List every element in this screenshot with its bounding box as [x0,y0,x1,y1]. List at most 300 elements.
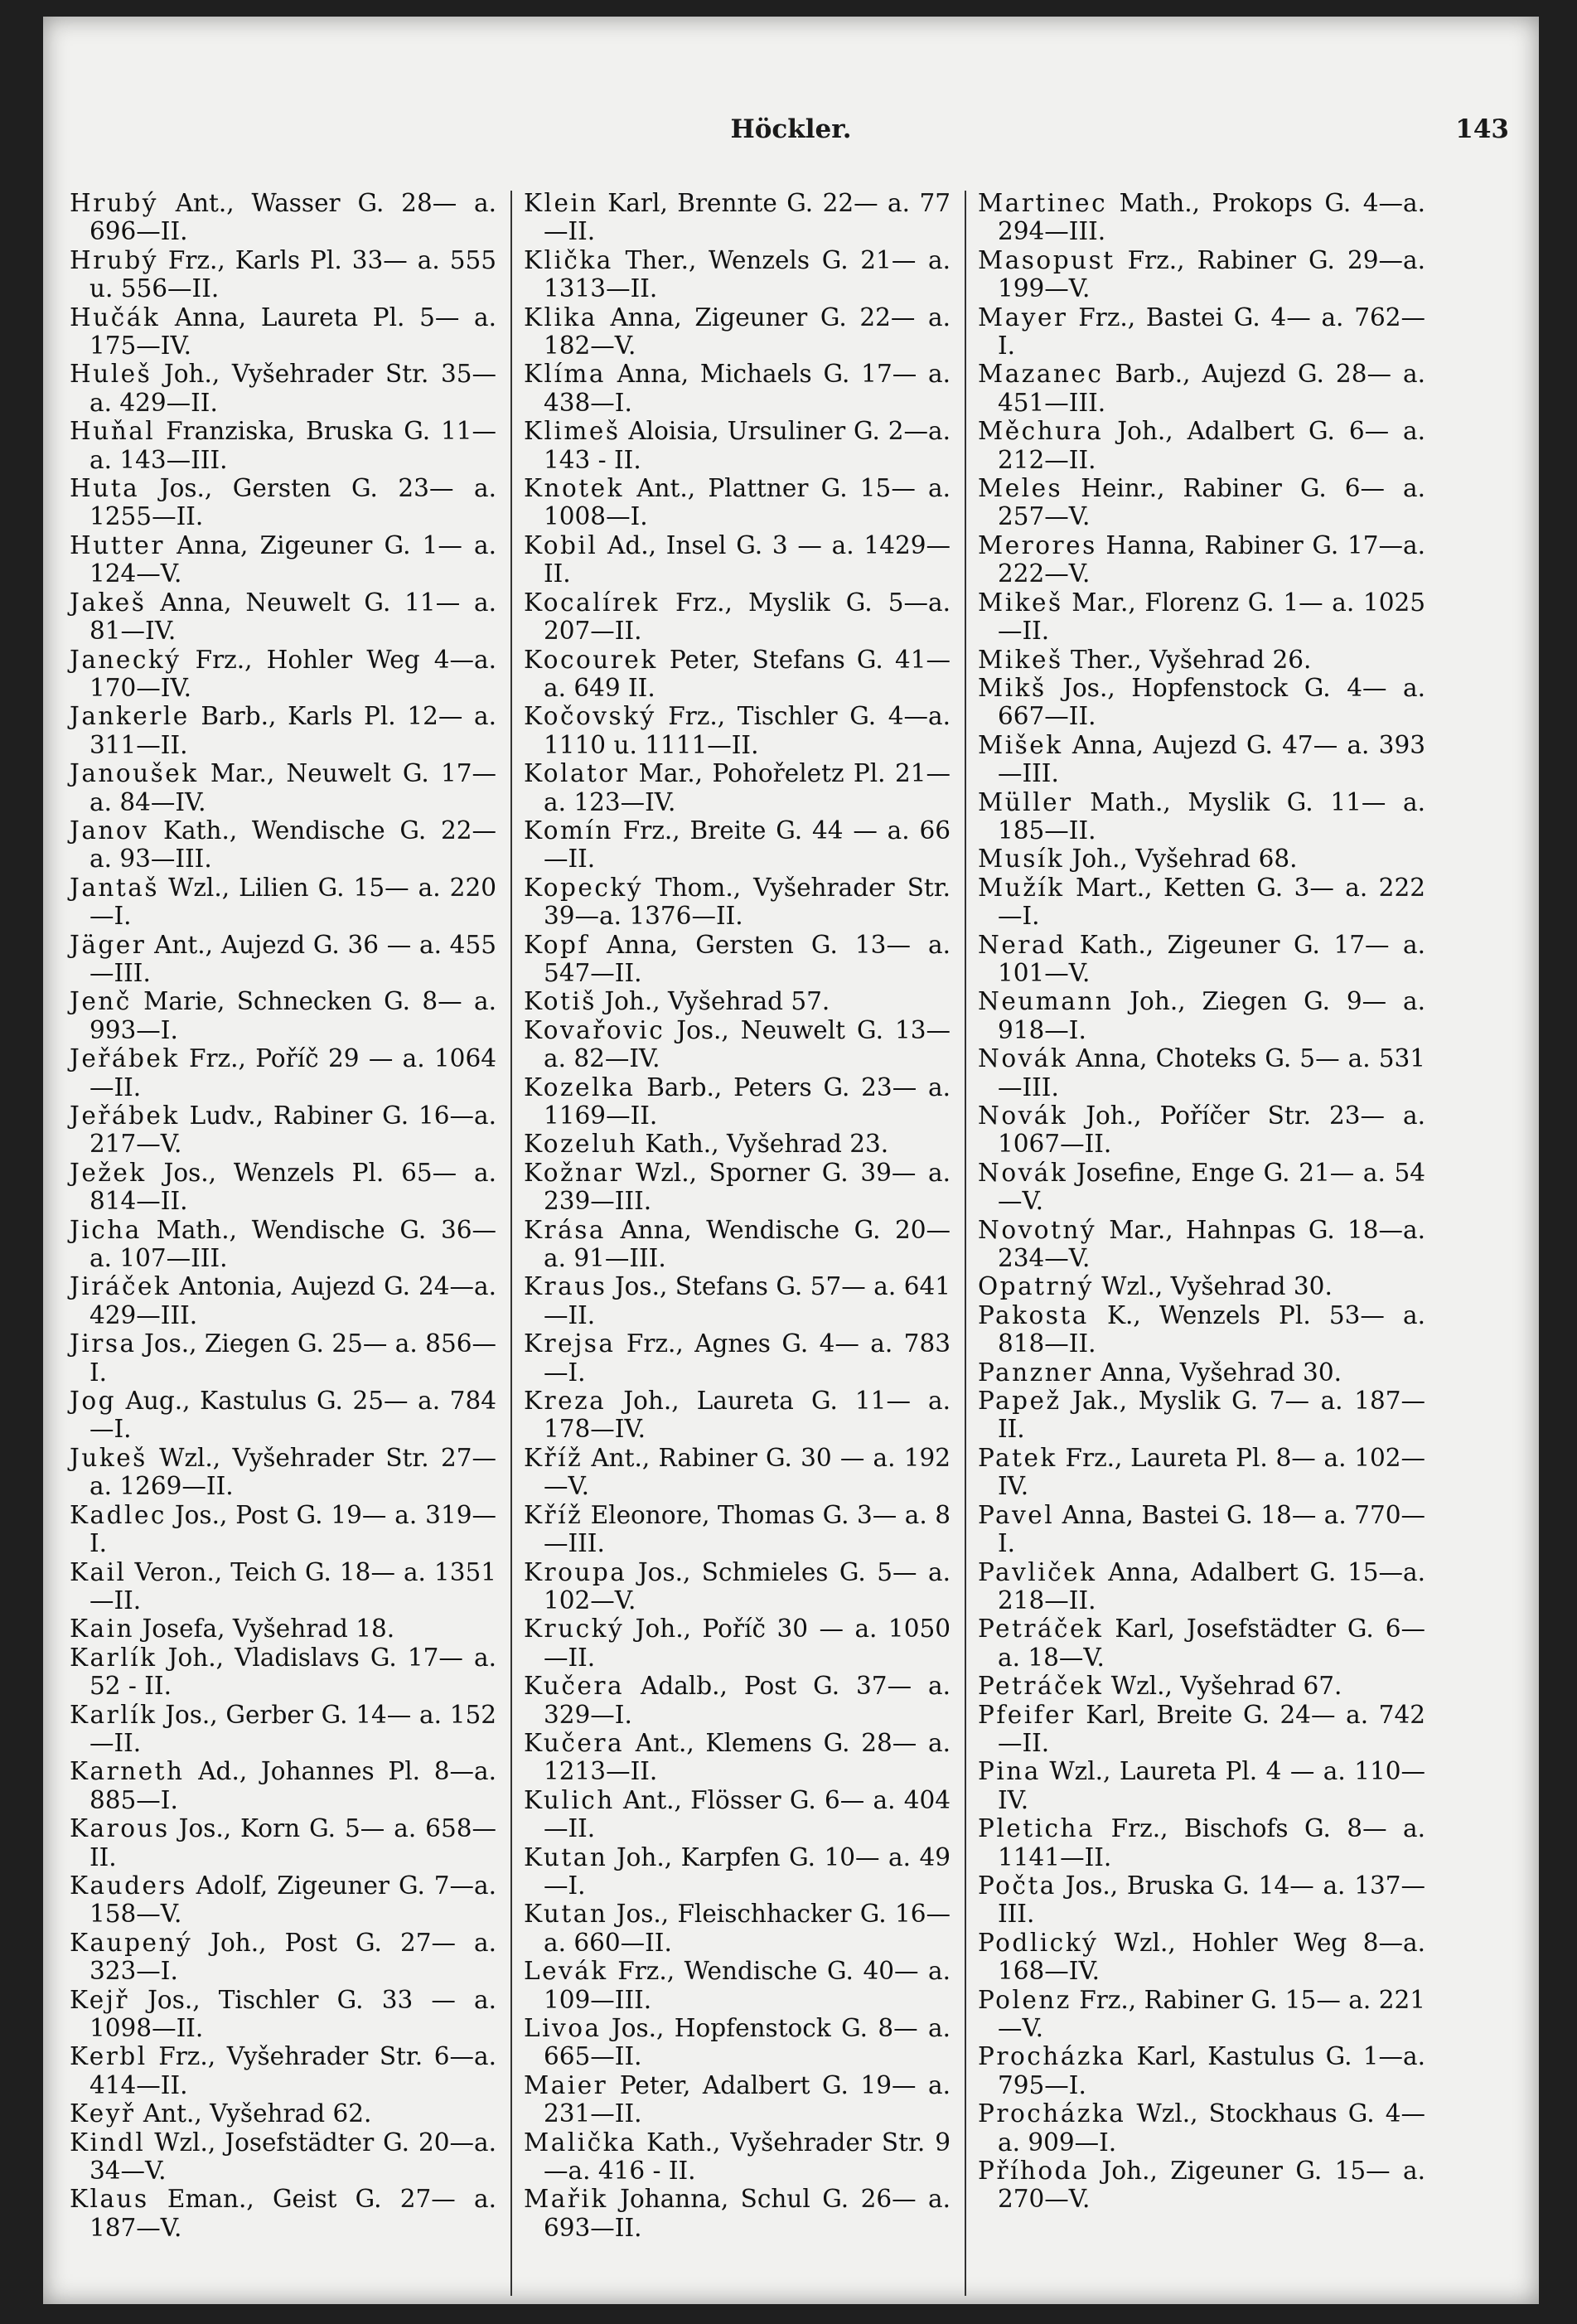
entry-surname: Kutan [524,1900,608,1929]
entry-details: Frz., Wendische G. 40— a. 109—III. [544,1957,951,2014]
directory-entry [524,189,951,246]
entry-surname: Malička [524,2128,637,2157]
directory-entry [978,845,1425,873]
entry-details: Jos., Hopfenstock G. 8— a. 665—II. [544,2014,951,2071]
entry-surname: Počta [978,1871,1057,1900]
entry-details: Frz., Rabiner G. 29—a. 199—V. [998,245,1425,303]
directory-entry [524,1216,951,1273]
entry-surname: Huňal [70,417,156,446]
entry-surname: Mišek [978,730,1063,759]
directory-entry [978,731,1425,788]
directory-entry [524,816,951,874]
entry-surname: Karlík [70,1643,157,1672]
entry-details: Anna, Bastei G. 18— a. 770—I. [998,1500,1425,1558]
directory-entry [70,702,496,759]
entry-surname: Hutter [70,530,165,559]
entry-surname: Krejsa [524,1329,616,1358]
entry-surname: Kraus [524,1272,607,1301]
directory-entry [70,303,496,361]
entry-details: Joh., Laureta G. 11— a. 178—IV. [544,1387,951,1444]
directory-entry [978,474,1425,531]
directory-entry [70,1615,496,1643]
directory-entry [524,1272,951,1329]
entry-surname: Pleticha [978,1814,1096,1843]
directory-entry [524,417,951,474]
entry-details: Anna, Zigeuner G. 1— a. 124—V. [89,530,496,588]
directory-entry [70,1444,496,1501]
directory-entry [70,1871,496,1929]
directory-entry [70,1701,496,1758]
directory-entry [70,2185,496,2242]
entry-details: Wzl., Lilien G. 15— a. 220—I. [89,873,496,931]
entry-surname: Huleš [70,360,152,389]
entry-surname: Jeřábek [70,1044,180,1073]
entry-details: Wzl., Hohler Weg 8—a. 168—IV. [998,1928,1425,1986]
directory-entry [70,759,496,816]
entry-surname: Kail [70,1557,127,1586]
directory-entry [978,2157,1425,2214]
entry-details: Ant., Wasser G. 28— a. 696—II. [89,189,496,246]
directory-entry [978,1558,1425,1615]
entry-details: Hanna, Rabiner G. 17—a. 222—V. [998,530,1425,588]
directory-entry [524,646,951,703]
entry-details: Kath., Vyšehrad 23. [636,1130,889,1159]
directory-entry [978,646,1425,674]
entry-surname: Karlík [70,1700,157,1729]
entry-details: Eman., Geist G. 27— a. 187—V. [89,2185,496,2242]
directory-entry [70,1159,496,1216]
entry-details: Adalb., Post G. 37— a. 329—I. [544,1672,951,1729]
entry-surname: Kutan [524,1842,608,1871]
directory-entry [70,1986,496,2043]
entry-details: Mart., Ketten G. 3— a. 222—I. [998,873,1425,931]
entry-details: Barb., Peters G. 23— a. 1169—II. [544,1072,951,1130]
entry-details: Frz., Bischofs G. 8— a. 1141—II. [998,1814,1425,1871]
entry-surname: Procházka [978,2042,1126,2071]
entry-surname: Krucký [524,1615,625,1644]
entry-surname: Jog [70,1387,116,1416]
directory-entry [978,588,1425,646]
directory-entry [978,931,1425,988]
entry-details: Joh., Post G. 27— a. 323—I. [89,1928,496,1986]
directory-entry [978,246,1425,303]
entry-surname: Karous [70,1814,170,1843]
directory-page [43,17,1539,2304]
entry-surname: Jäger [70,930,147,959]
entry-details: Ant., Plattner G. 15— a. 1008—I. [544,474,951,531]
entry-details: Karl, Brennte G. 22— a. 77—II. [544,189,951,246]
entry-surname: Klika [524,303,597,332]
entry-details: Wzl., Vyšehrad 67. [1103,1672,1342,1701]
entry-surname: Příhoda [978,2157,1090,2186]
entry-surname: Procházka [978,2099,1126,2128]
entry-surname: Kovařovic [524,1015,665,1044]
entry-details: Jos., Bruska G. 14— a. 137—III. [998,1871,1425,1929]
entry-surname: Opatrný [978,1272,1094,1301]
directory-entry [978,1501,1425,1558]
entry-details: Joh., Karpfen G. 10— a. 49—I. [544,1842,951,1900]
entry-details: Wzl., Vyšehrader Str. 27—a. 1269—II. [89,1443,496,1501]
directory-entry [978,303,1425,361]
entry-details: Jos., Wenzels Pl. 65— a. 814—II. [89,1158,496,1216]
entry-surname: Kerbl [70,2042,148,2071]
entry-details: Jos., Gersten G. 23— a. 1255—II. [89,474,496,531]
entry-details: Anna, Zigeuner G. 22— a. 182—V. [544,303,951,361]
directory-entry [70,816,496,874]
directory-entry [524,1786,951,1843]
directory-entry [978,1615,1425,1672]
directory-entry [70,2042,496,2099]
entry-details: Mar., Pohořeletz Pl. 21—a. 123—IV. [544,759,951,816]
directory-entry [70,474,496,531]
entry-details: Frz., Laureta Pl. 8— a. 102—IV. [998,1443,1425,1501]
entry-surname: Kroupa [524,1557,627,1586]
directory-entry [524,1615,951,1672]
directory-entry [978,1814,1425,1871]
entry-surname: Maier [524,2070,608,2099]
entry-surname: Klička [524,245,613,274]
directory-entry [978,1044,1425,1101]
directory-entry [978,1757,1425,1814]
directory-entry [524,1672,951,1729]
directory-entry [70,1501,496,1558]
entry-details: Joh., Vyšehrad 57. [596,987,830,1016]
entry-details: Wzl., Stockhaus G. 4—a. 909—I. [998,2099,1425,2157]
directory-entry [524,1073,951,1131]
directory-entry [70,1101,496,1159]
entry-details: Ad., Insel G. 3 — a. 1429—II. [544,530,951,588]
entry-surname: Jenč [70,987,132,1016]
directory-entry [70,874,496,931]
entry-details: Josefine, Enge G. 21— a. 54—V. [998,1158,1425,1216]
entry-details: Math., Wendische G. 36— a. 107—III. [89,1215,496,1273]
directory-entry [978,1444,1425,1501]
entry-surname: Kaupený [70,1928,193,1957]
entry-details: Jak., Myslik G. 7— a. 187—II. [998,1387,1425,1444]
entry-surname: Kindl [70,2128,146,2157]
entry-details: Peter, Adalbert G. 19— a. 231—II. [544,2070,951,2128]
entry-surname: Jakeš [70,588,147,617]
directory-entry [524,474,951,531]
directory-entry [70,189,496,246]
entry-details: Anna, Choteks G. 5— a. 531—III. [998,1044,1425,1101]
entry-details: Jos., Tischler G. 33 — a. 1098—II. [89,1985,496,2042]
entry-surname: Papež [978,1387,1062,1416]
directory-entry [70,987,496,1044]
entry-details: Frz., Hohler Weg 4—a. 170—IV. [89,645,496,702]
entry-details: Joh., Adalbert G. 6— a. 212—II. [998,417,1425,474]
entry-details: Peter, Stefans G. 41—a. 649 II. [544,645,951,702]
entry-surname: Kauders [70,1871,187,1900]
directory-entry [978,987,1425,1044]
entry-details: Wzl., Vyšehrad 30. [1093,1272,1333,1301]
entry-details: Karl, Breite G. 24— a. 742—II. [998,1700,1425,1757]
entry-details: Joh., Zigeuner G. 15— a. 270—V. [998,2157,1425,2214]
entry-surname: Hrubý [70,189,158,217]
directory-entry [524,1130,951,1158]
entry-surname: Petráček [978,1615,1104,1644]
directory-entry [70,588,496,646]
entry-surname: Jantaš [70,873,159,902]
entry-details: Anna, Michaels G. 17— a. 438—I. [544,360,951,417]
entry-surname: Měchura [978,417,1104,446]
directory-entry [524,1159,951,1216]
entry-surname: Müller [978,787,1073,816]
entry-details: Jos., Fleischhacker G. 16—a. 660—II. [544,1900,951,1957]
entry-surname: Novák [978,1158,1068,1187]
entry-surname: Hučák [70,303,161,332]
entry-details: Jos., Korn G. 5— a. 658—II. [89,1814,496,1871]
entry-details: Jos., Schmieles G. 5— a. 102—V. [544,1557,951,1615]
entry-surname: Klaus [70,2185,149,2214]
entry-surname: Knotek [524,474,624,503]
entry-details: Ludv., Rabiner G. 16—a. 217—V. [89,1101,496,1159]
entry-surname: Klein [524,189,598,217]
entry-details: Frz., Rabiner G. 15— a. 221—V. [998,1985,1425,2042]
entry-surname: Martinec [978,189,1108,217]
entry-details: Thom., Vyšehrader Str. 39—a. 1376—II. [544,873,951,931]
entry-surname: Panzner [978,1358,1093,1387]
entry-details: Frz., Agnes G. 4— a. 783—I. [544,1329,951,1387]
entry-surname: Ježek [70,1158,147,1187]
entry-details: Karl, Josefstädter G. 6—a. 18—V. [998,1615,1425,1672]
entry-surname: Kopf [524,930,589,959]
directory-entry [70,1329,496,1387]
entry-surname: Patek [978,1443,1057,1472]
entry-surname: Neumann [978,987,1114,1016]
directory-entry [524,1501,951,1558]
directory-entry [978,1301,1425,1358]
entry-surname: Livoa [524,2014,602,2042]
entry-details: Wzl., Sporner G. 39— a. 239—III. [544,1158,951,1216]
entry-details: Barb., Aujezd G. 28— a. 451—III. [998,360,1425,417]
directory-entry [524,987,951,1015]
entry-details: Franziska, Bruska G. 11—a. 143—III. [89,417,496,474]
entry-details: Frz., Breite G. 44 — a. 66—II. [544,816,951,874]
entry-surname: Kulich [524,1785,615,1814]
directory-entry [978,531,1425,588]
directory-entry [524,2071,951,2128]
entry-surname: Keyř [70,2099,136,2128]
directory-entry [524,360,951,417]
directory-entry [978,788,1425,845]
directory-entry [70,360,496,417]
entry-details: Wzl., Laureta Pl. 4 — a. 110—IV. [998,1757,1425,1814]
entry-details: Ant., Aujezd G. 36 — a. 455—III. [89,930,496,987]
directory-entry [524,1387,951,1444]
entry-surname: Klimeš [524,417,621,446]
directory-entry [70,1558,496,1615]
entry-details: Math., Prokops G. 4—a. 294—III. [998,189,1425,246]
directory-entry [978,2042,1425,2099]
entry-details: Jos., Ziegen G. 25— a. 856—I. [89,1329,496,1387]
entry-details: Joh., Poříčer Str. 23— a. 1067—II. [998,1101,1425,1159]
entry-details: Barb., Karls Pl. 12— a. 311—II. [89,702,496,759]
column-divider [965,191,966,2296]
entry-surname: Huta [70,474,140,503]
entry-details: Anna, Wendische G. 20— a. 91—III. [544,1215,951,1273]
page-header [43,114,1539,156]
entry-surname: Jeřábek [70,1101,180,1130]
entry-surname: Kreza [524,1387,607,1416]
entry-details: Kath., Zigeuner G. 17— a. 101—V. [998,930,1425,987]
entry-surname: Mayer [978,303,1068,332]
directory-entry [978,417,1425,474]
entry-details: Aloisia, Ursuliner G. 2—a. 143 - II. [544,417,951,474]
entry-surname: Polenz [978,1985,1071,2014]
entry-details: Veron., Teich G. 18— a. 1351—II. [89,1557,496,1615]
directory-entry [70,1272,496,1329]
entry-details: Wzl., Josefstädter G. 20—a. 34—V. [89,2128,496,2186]
directory-entry [70,646,496,703]
entry-details: Anna, Gersten G. 13— a. 547—II. [544,930,951,987]
entry-details: Anna, Vyšehrad 30. [1092,1358,1342,1387]
entry-surname: Musík [978,845,1065,874]
entry-surname: Pavliček [978,1557,1097,1586]
column-2 [524,189,951,2242]
directory-entry [524,246,951,303]
entry-surname: Jirsa [70,1329,137,1358]
directory-entry [524,1016,951,1073]
directory-entry [524,931,951,988]
entry-details: Anna, Neuwelt G. 11— a. 81—IV. [89,588,496,646]
directory-entry [524,1558,951,1615]
entry-details: Joh., Ziegen G. 9— a. 918—I. [998,987,1425,1044]
entry-surname: Jankerle [70,702,190,731]
entry-details: Josefa, Vyšehrad 18. [134,1615,395,1644]
entry-surname: Krása [524,1215,606,1244]
entry-surname: Pavel [978,1500,1055,1529]
entry-details: Mar., Hahnpas G. 18—a. 234—V. [998,1215,1425,1273]
entry-surname: Masopust [978,245,1115,274]
entry-surname: Meles [978,474,1063,503]
entry-details: Marie, Schnecken G. 8— a. 993—I. [89,987,496,1044]
entry-surname: Kain [70,1615,135,1644]
directory-entry [70,531,496,588]
column-1 [70,189,496,2242]
directory-entry [524,303,951,361]
page-title: Höckler. [730,114,852,144]
entry-surname: Mikeš [978,588,1063,617]
directory-entry [524,874,951,931]
directory-entry [524,702,951,759]
entry-details: Frz., Karls Pl. 33— a. 555 u. 556—II. [89,245,496,303]
entry-details: Adolf, Zigeuner G. 7—a. 158—V. [89,1871,496,1929]
directory-entry [978,189,1425,246]
directory-entry [524,759,951,816]
entry-details: Eleonore, Thomas G. 3— a. 8—III. [544,1500,951,1558]
entry-surname: Kolator [524,759,630,788]
column-3 [978,189,1425,2214]
entry-surname: Kučera [524,1672,625,1701]
directory-entry [978,674,1425,731]
directory-entry [978,2099,1425,2157]
directory-entry [978,1216,1425,1273]
entry-details: Joh., Vyšehrader Str. 35—a. 429—II. [89,360,496,417]
entry-surname: Kotiš [524,987,597,1016]
entry-surname: Podlický [978,1928,1099,1957]
directory-entry [524,1329,951,1387]
entry-surname: Novák [978,1044,1068,1073]
directory-entry [978,1101,1425,1159]
directory-entry [70,2128,496,2186]
entry-surname: Petráček [978,1672,1104,1701]
entry-surname: Kučera [524,1728,625,1757]
column-divider [510,191,512,2296]
entry-surname: Pakosta [978,1300,1089,1329]
entry-details: Frz., Tischler G. 4—a. 1110 u. 1111—II. [544,702,951,759]
directory-entry [524,531,951,588]
directory-entry [70,1044,496,1101]
entry-details: Ad., Johannes Pl. 8—a. 885—I. [89,1757,496,1814]
entry-details: Kath., Vyšehrader Str. 9—a. 416 - II. [544,2128,951,2186]
directory-entry [524,2128,951,2186]
entry-surname: Nerad [978,930,1067,959]
directory-entry [978,874,1425,931]
entry-details: Anna, Aujezd G. 47— a. 393—III. [998,730,1425,788]
entry-details: Aug., Kastulus G. 25— a. 784—I. [89,1387,496,1444]
entry-surname: Kříž [524,1443,583,1472]
entry-details: Mar., Florenz G. 1— a. 1025—II. [998,588,1425,646]
entry-details: Ant., Klemens G. 28— a. 1213—II. [544,1728,951,1786]
directory-entry [978,1701,1425,1758]
entry-details: Jos., Gerber G. 14— a. 152—II. [89,1700,496,1757]
entry-details: Johanna, Schul G. 26— a. 693—II. [544,2185,951,2242]
directory-entry [70,246,496,303]
entry-details: Anna, Laureta Pl. 5— a. 175—IV. [89,303,496,361]
entry-surname: Pina [978,1757,1041,1786]
entry-details: Math., Myslik G. 11— a. 185—II. [998,787,1425,845]
directory-entry [978,1358,1425,1387]
directory-entry [524,1900,951,1957]
directory-entry [524,2014,951,2071]
directory-entry [70,1216,496,1273]
entry-surname: Kříž [524,1500,583,1529]
entry-details: K., Wenzels Pl. 53— a. 818—II. [998,1300,1425,1358]
directory-entry [524,1843,951,1900]
entry-surname: Kocourek [524,645,658,674]
directory-entry [70,2099,496,2128]
entry-surname: Jiráček [70,1272,172,1301]
entry-surname: Kozeluh [524,1130,637,1159]
directory-entry [70,417,496,474]
directory-entry [70,1814,496,1871]
entry-details: Joh., Vladislavs G. 17— a. 52 - II. [89,1643,496,1701]
entry-details: Antonia, Aujezd G. 24—a. 429—III. [89,1272,496,1329]
entry-surname: Mikš [978,673,1047,702]
entry-surname: Kadlec [70,1500,167,1529]
entry-surname: Pfeifer [978,1700,1076,1729]
directory-entry [978,1159,1425,1216]
entry-surname: Jicha [70,1215,142,1244]
entry-surname: Levák [524,1957,608,1986]
directory-entry [978,1871,1425,1929]
entry-details: Frz., Myslik G. 5—a. 207—II. [544,588,951,646]
entry-details: Joh., Poříč 30 — a. 1050—II. [544,1615,951,1672]
entry-surname: Kobil [524,530,598,559]
entry-details: Frz., Bastei G. 4— a. 762—I. [998,303,1425,361]
entry-details: Jos., Stefans G. 57— a. 641—II. [544,1272,951,1329]
entry-details: Ant., Flösser G. 6— a. 404—II. [544,1785,951,1843]
entry-surname: Mužík [978,873,1065,902]
directory-entry [978,1929,1425,1986]
entry-surname: Klíma [524,360,606,389]
entry-details: Kath., Wendische G. 22— a. 93—III. [89,816,496,874]
entry-details: Ant., Rabiner G. 30 — a. 192—V. [544,1443,951,1501]
entry-details: Frz., Poříč 29 — a. 1064—II. [89,1044,496,1101]
entry-details: Heinr., Rabiner G. 6— a. 257—V. [998,474,1425,531]
entry-details: Ther., Wenzels G. 21— a. 1313—II. [544,245,951,303]
